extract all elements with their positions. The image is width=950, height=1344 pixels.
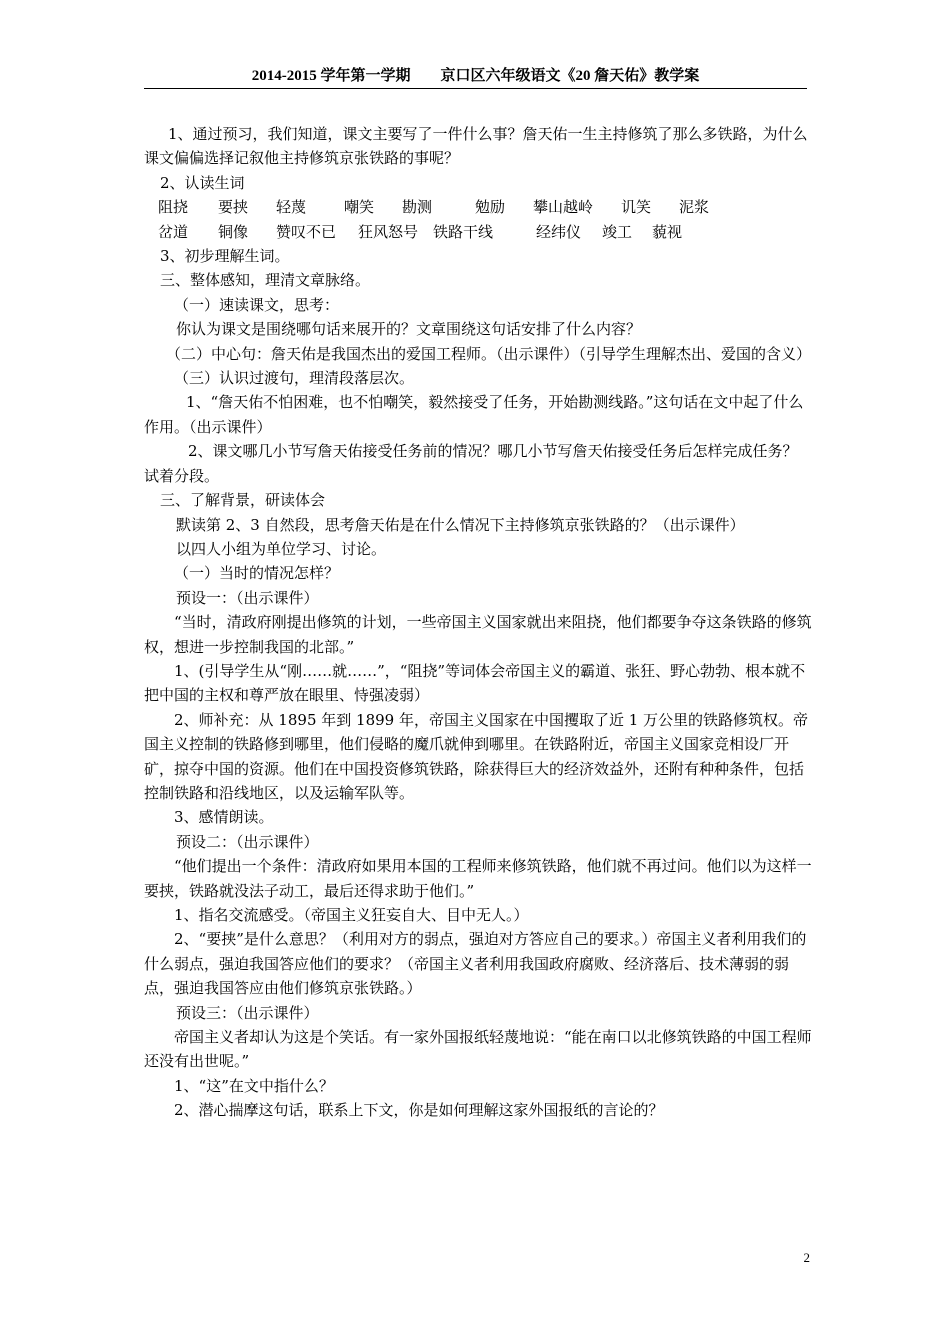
quote-paragraph: “他们提出一个条件：清政府如果用本国的工程师来修筑铁路，他们就不再过问。他们以为这样一要挟，铁路就没法子动工，最后还得求助于他们。” <box>144 857 812 900</box>
vocab-word: 赞叹不已 <box>276 222 337 241</box>
section-heading: 三、整体感知，理清文章脉络。 <box>160 271 371 290</box>
vocab-word: 嘲笑 <box>344 198 375 217</box>
paragraph: 以四人小组为单位学习、讨论。 <box>176 539 387 558</box>
paragraph: 1、(引导学生从“刚……就……”，“阻挠”等词体会帝国主义的霸道、张狂、野心勃勃、根本就不把中国的主权和尊严放在眼里、恃强凌弱） <box>144 661 806 705</box>
section-heading: 三、了解背景，研读体会 <box>160 491 326 510</box>
vocab-word: 要挟 <box>218 198 249 217</box>
vocab-word: 经纬仪 <box>536 222 582 241</box>
paragraph: 2、课文哪几小节写詹天佑接受任务前的情况？哪几小节写詹天佑接受任务后怎样完成任务？试着分段。 <box>144 442 798 485</box>
vocab-word: 铁路干线 <box>433 222 494 241</box>
vocab-word: 狂风怒号 <box>358 222 419 241</box>
paragraph: 帝国主义者却认为这是个笑话。有一家外国报纸轻蔑地说：“能在南口以北修筑铁路的中国工程师还没有出世呢。” <box>144 1028 812 1071</box>
vocab-word: 岔道 <box>158 222 189 241</box>
vocab-word: 铜像 <box>218 222 249 241</box>
subsection-heading: （一）速读课文，思考： <box>174 295 340 314</box>
quote-paragraph: “当时，清政府刚提出修筑的计划，一些帝国主义国家就出来阻挠，他们都要争夺这条铁路的修筑权，想进一步控制我国的北部。” <box>144 613 812 656</box>
document-body <box>144 122 812 1123</box>
page-number: 2 <box>803 1250 810 1265</box>
vocab-word: 勘测 <box>402 198 433 217</box>
paragraph: 2、认读生词 <box>160 173 245 192</box>
vocab-row-2 <box>144 220 812 244</box>
paragraph: 1、通过预习，我们知道，课文主要写了一件什么事？詹天佑一生主持修筑了那么多铁路，为什么课文偏偏选择记叙他主持修筑京张铁路的事呢？ <box>144 125 808 168</box>
paragraph: 2、师补充：从 1895 年到 1899 年，帝国主义国家在中国攫取了近 1 万公里的铁路修筑权。帝国主义控制的铁路修到哪里，他们侵略的魔爪就伸到哪里。在铁路附近，帝国主义国家竞相设厂开矿，掠夺中国的资源。他们在中国投资修筑铁路，除获得巨大的经济效益外，还附有种种条件，包括控制铁路和沿线地区，以及运输军队等。 <box>144 710 809 802</box>
paragraph: 1、指名交流感受。（帝国主义狂妄自大、目中无人。） <box>174 906 529 924</box>
paragraph: 预设二：（出示课件） <box>176 832 319 851</box>
vocab-word: 轻蔑 <box>276 198 307 217</box>
paragraph: 3、初步理解生词。 <box>160 247 290 266</box>
paragraph: 1、“詹天佑不怕困难，也不怕嘲笑，毅然接受了任务，开始勘测线路。”这句话在文中起了什么作用。（出示课件） <box>144 393 804 436</box>
vocab-word: 泥浆 <box>679 198 710 217</box>
paragraph: 预设一：（出示课件） <box>176 588 319 607</box>
vocab-row-1 <box>144 195 812 219</box>
header-rule <box>144 88 807 89</box>
vocab-word: 讥笑 <box>621 198 652 217</box>
subsection-heading: （三）认识过渡句，理清段落层次。 <box>174 369 415 388</box>
vocab-word: 阻挠 <box>158 198 189 217</box>
paragraph: 你认为课文是围绕哪句话来展开的？文章围绕这句话安排了什么内容？ <box>176 320 642 339</box>
paragraph: （二）中心句：詹天佑是我国杰出的爱国工程师。（出示课件）（引导学生理解杰出、爱国的含义） <box>166 344 812 363</box>
vocab-word: 藐视 <box>652 222 683 241</box>
paragraph: 1、“这”在文中指什么？ <box>174 1076 334 1095</box>
paragraph: 默读第 2、3 自然段，思考詹天佑是在什么情况下主持修筑京张铁路的？（出示课件） <box>176 515 745 534</box>
paragraph: 2、“要挟”是什么意思？（利用对方的弱点，强迫对方答应自己的要求。）帝国主义者利用我们的什么弱点，强迫我国答应他们的要求？（帝国主义者利用我国政府腐败、经济落后、技术薄弱的弱点，强迫我国答应由他们修筑京张铁路。） <box>144 930 807 998</box>
vocab-word: 攀山越岭 <box>533 198 594 217</box>
paragraph: 2、潜心揣摩这句话，联系上下文，你是如何理解这家外国报纸的言论的？ <box>174 1101 664 1120</box>
vocab-word: 竣工 <box>602 222 633 241</box>
page-header-title: 2014-2015 学年第一学期 京口区六年级语文《20 詹天佑》教学案 <box>251 68 700 84</box>
paragraph: 预设三：（出示课件） <box>176 1003 319 1022</box>
subsection-heading: （一）当时的情况怎样？ <box>174 564 340 583</box>
paragraph: 3、感情朗读。 <box>174 808 274 827</box>
vocab-word: 勉励 <box>475 198 506 217</box>
